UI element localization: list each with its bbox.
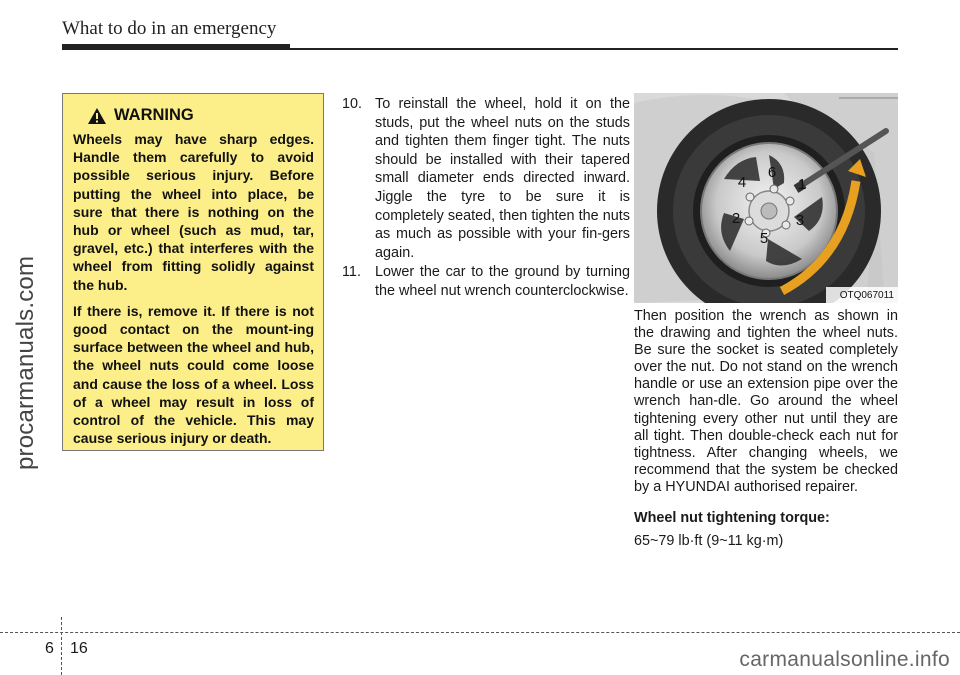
right-column-text (634, 308, 898, 550)
instruction-steps (342, 95, 630, 302)
chapter-number: 6 (45, 640, 54, 657)
warning-paragraph: If there is, remove it. If there is not good contact on the mount-ing surface between the wheel and hub, the wheel nuts could come loose and cause the loss of a wheel. Loss of a wheel may result in loss of control of the vehicle. This may cause serious injury or death. (73, 302, 314, 447)
step-text: Lower the car to the ground by turning the wheel nut wrench counterclockwise. (375, 264, 630, 299)
side-watermark: procarmanuals.com (12, 255, 39, 470)
nut-label: 1 (797, 176, 807, 193)
footer-divider (0, 632, 960, 633)
step-text: To reinstall the wheel, hold it on the studs, put the wheel nuts on the studs and tighten them finger tight. The nuts should be installed with their tapered small diameter ends directed inward. Jiggle the tyre to be sure it is completely seated, then tighten the nuts as much as possible with your fin-gers again. (375, 96, 630, 261)
step-number: 10. (342, 96, 363, 112)
page-header-title: What to do in an emergency (62, 18, 277, 39)
warning-paragraph: Wheels may have sharp edges. Handle them carefully to avoid possible serious injury. Before putting the wheel into place, be sure that there is nothing on the hub or wheel (such as mud, tar, gravel, etc.) that interferes with the wheel from fitting solidly against the hub. (73, 131, 314, 293)
warning-header (73, 106, 314, 125)
warning-box (62, 93, 324, 451)
wheel-figure (634, 93, 898, 303)
step-item (342, 263, 630, 300)
nut-label: 3 (795, 212, 805, 229)
nut-label: 6 (767, 164, 777, 181)
nut-label: 4 (737, 174, 747, 191)
body-paragraph: Then position the wrench as shown in the drawing and tighten the wheel nuts. Be sure the socket is seated completely over the nut. Do not stand on the wrench handle or use an extension pipe over the wrench han-dle. Go around the wheel tightening every other nut until they are all tight. Then double-check each nut for tightness. After changing wheels, we recommend that the system be checked by a HYUNDAI authorised repairer. (634, 308, 898, 495)
footer-vertical-divider (61, 617, 62, 675)
step-item (342, 95, 630, 262)
warning-triangle-icon (87, 107, 107, 125)
page-number: 16 (70, 640, 88, 657)
torque-value: 65~79 lb·ft (9~11 kg·m) (634, 533, 784, 550)
figure-caption: OTQ067011 (839, 290, 894, 301)
torque-label: Wheel nut tightening torque: (634, 510, 830, 527)
nut-label: 2 (731, 210, 741, 227)
header-rule (62, 48, 898, 50)
nut-label: 5 (759, 230, 769, 247)
wheel-illustration (634, 93, 898, 303)
warning-title: WARNING (114, 106, 194, 124)
step-number: 11. (342, 264, 361, 281)
footer-watermark: carmanualsonline.info (739, 648, 950, 671)
